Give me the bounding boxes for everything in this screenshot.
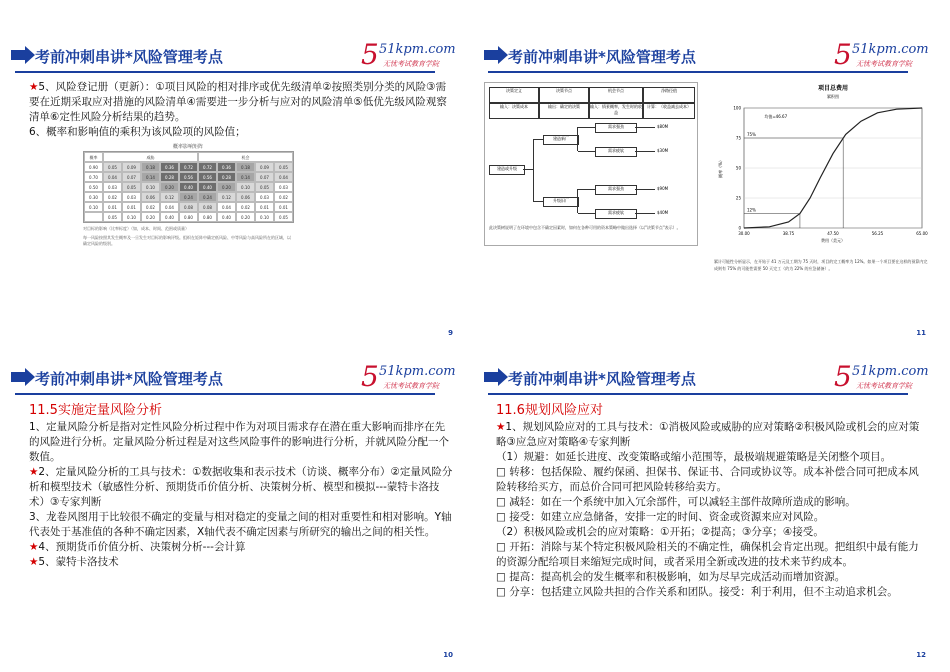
x-tick-label: 38.75	[782, 231, 795, 236]
tree-head: 净路径值	[643, 87, 695, 103]
tree-cell: 输入：决策成本	[489, 103, 539, 119]
arrow-icon	[11, 368, 35, 386]
matrix-cell: 0.05	[122, 182, 141, 192]
matrix-cell: 0.05	[255, 182, 274, 192]
slide-12	[478, 362, 938, 667]
matrix-cell: 0.04	[274, 172, 293, 182]
brand-logo: 5 51kpm.com 无忧考试教育学院	[361, 360, 456, 393]
matrix-cell: 0.06	[141, 192, 160, 202]
matrix-cell: 0.56	[179, 172, 198, 182]
matrix-row-label: 0.90	[84, 162, 103, 172]
tree-value: $90M	[657, 186, 669, 191]
text-line: （2）积极风险或机会的应对策略：①开拓；②提高；③分享；④接受。	[496, 526, 824, 538]
slide-body	[29, 402, 455, 570]
text-line: ★2、定量风险分析的工具与技术：①数据收集和表示技术（访谈、概率分布）②定量风险分析和模型技术（敏感性分析、预期货币价值分析、决策树分析、模型和模拟---蒙特卡洛技术）③专家判断	[29, 466, 453, 508]
matrix-cell: 0.28	[217, 172, 236, 182]
matrix-cell: 0.01	[274, 202, 293, 212]
text-line: 1、定量风险分析是指对定性风险分析过程中作为对项目需求存在潜在重大影响而排序在先的风险进行分析。定量风险分析过程是对这些风险事件的影响进行分析，并就风险分配一个数值。	[29, 421, 449, 463]
matrix-cell: 0.18	[236, 162, 255, 172]
text-line: ★5、风险登记册（更新）：①项目风险的相对排序或优先级清单②按照类别分类的风险③需要在近期采取应对措施的风险清单④需要进一步分析与应对的风险清单⑤低优先级风险观察清单⑥定性风险分析结果的趋势。	[29, 81, 447, 123]
header-title: 考前冲刺串讲*风险管理考点	[35, 370, 223, 388]
matrix-cell: 0.80	[179, 212, 198, 222]
matrix-cell: 0.01	[103, 202, 122, 212]
matrix-cell: 0.05	[103, 212, 122, 222]
page-number: 10	[443, 651, 453, 659]
matrix-cell: 0.09	[255, 162, 274, 172]
header-divider	[15, 393, 435, 395]
matrix-row-label	[84, 212, 103, 222]
matrix-row-label: 0.30	[84, 192, 103, 202]
text-line: □ 分享：包括建立风险共担的合作关系和团队。接受：利于利用，但不主动追求机会。	[496, 586, 898, 598]
matrix-row-label: 0.10	[84, 202, 103, 212]
slide-11	[478, 40, 938, 345]
matrix-cell: 0.28	[160, 172, 179, 182]
slide-body	[496, 402, 928, 600]
slide-body	[29, 80, 455, 140]
cumulative-chart	[714, 80, 936, 260]
matrix-cell: 0.20	[236, 212, 255, 222]
y-axis-label: 概率（%）	[718, 158, 723, 178]
text-line: ★1、规划风险应对的工具与技术：①消极风险或威胁的应对策略②积极风险或机会的应对策略③应急应对策略④专家判断	[496, 421, 920, 448]
matrix-row-label: 0.50	[84, 182, 103, 192]
matrix-cell: 0.07	[255, 172, 274, 182]
matrix-cell: 0.56	[198, 172, 217, 182]
matrix-cell: 0.72	[179, 162, 198, 172]
header-divider	[488, 393, 908, 395]
matrix-grid	[83, 151, 294, 223]
page-number: 12	[916, 651, 926, 659]
matrix-cell: 0.18	[141, 162, 160, 172]
tree-head: 决策节点	[539, 87, 589, 103]
matrix-cell: 0.07	[122, 172, 141, 182]
tree-value: $40M	[657, 210, 669, 215]
matrix-cell: 0.02	[274, 192, 293, 202]
text-line: 6、概率和影响值的乘积为该风险项的风险值；	[29, 126, 246, 138]
probability-impact-matrix: 概率影响矩阵 概率 威胁 机会 0.90 0.05 0.09 0.18 0.36 0.72 0.72 0.36 0.18 0.09 0.05 0.70 0.04 0.07 0.14 0.28 0.56 0.56 0.28 0.14 0.07 0.04 0.50 0.03 0.05 0.10 0.20 0.40 0.40 0.20 0.10 0.05 0.03 0.30 0.02 0.03 0.06 0.12 0.24 0.24 0.12 0.06 0.03 0.02 0.10 0.01 0.01 0.02 0.04 0.08 0.08 0.04 0.02 0.01 0.01 0.05 0.10 0.20 0.40 0.80 0.80 0.40 0.20 0.10 0.05 对目标的影响（比率标度）（如，成本、时间、范围或质量） 每一风险按照其发生概率及一旦发生对目标的影响评级。组织在矩阵中确定低风险、中等风险与高风险所在的区域，以确定风险的级别。	[83, 143, 293, 247]
checkbox-icon: □	[496, 511, 506, 523]
chart-caption: 累计可能性分析显示，在开始于 41 万元及工期为 75 天时，项目的完工概率为 12%。如果一个项目要在这样的预算内完成则有 75% 的可能性需要 50 天完工（约为 22% 的应急储备）。	[714, 259, 928, 271]
brand-logo: 5 51kpm.com 无忧考试教育学院	[361, 38, 456, 71]
tree-node: 需求强劲	[595, 185, 637, 195]
tree-node: 需求强劲	[595, 123, 637, 133]
tree-caption: 此决策树说明了在环境中包含不确定因素时，如何在各种可用的资本策略中做出选择（以"决策节点"表示）。	[489, 225, 681, 230]
page-number: 9	[448, 329, 453, 337]
text-line: ★5、蒙特卡洛技术	[29, 556, 119, 568]
matrix-cell: 0.01	[122, 202, 141, 212]
matrix-cell: 0.10	[255, 212, 274, 222]
marker-label: 12%	[747, 207, 756, 213]
tree-head: 决策定义	[489, 87, 539, 103]
matrix-head: 概率	[84, 152, 103, 162]
matrix-cell: 0.02	[141, 202, 160, 212]
matrix-cell: 0.36	[217, 162, 236, 172]
matrix-cell: 0.14	[141, 172, 160, 182]
x-tick-label: 56.25	[871, 231, 884, 236]
chart-title: 项目总费用	[817, 85, 849, 92]
slide-9	[5, 40, 465, 345]
matrix-cell: 0.04	[103, 172, 122, 182]
header-title: 考前冲刺串讲*风险管理考点	[508, 48, 696, 66]
matrix-head: 威胁	[103, 152, 198, 162]
text-line: （1）规避：如延长进度、改变策略或缩小范围等，最极端规避策略是关闭整个项目。	[496, 451, 892, 463]
checkbox-icon: □	[496, 541, 506, 553]
matrix-cell: 0.10	[122, 212, 141, 222]
matrix-cell: 0.03	[255, 192, 274, 202]
slide-10	[5, 362, 465, 667]
matrix-cell: 0.04	[160, 202, 179, 212]
matrix-cell: 0.09	[122, 162, 141, 172]
matrix-cell: 0.03	[122, 192, 141, 202]
matrix-cell: 0.02	[103, 192, 122, 202]
matrix-cell: 0.04	[217, 202, 236, 212]
matrix-cell: 0.08	[179, 202, 198, 212]
checkbox-icon: □	[496, 586, 506, 598]
matrix-cell: 0.40	[160, 212, 179, 222]
matrix-cell: 0.24	[179, 192, 198, 202]
header-divider	[15, 71, 435, 73]
y-tick-label: 75	[735, 135, 741, 141]
x-tick-label: 47.50	[827, 231, 839, 236]
marker-label: 75%	[747, 132, 756, 137]
matrix-cell: 0.08	[198, 202, 217, 212]
arrow-icon	[484, 368, 508, 386]
matrix-cell: 0.05	[274, 162, 293, 172]
matrix-cell: 0.24	[198, 192, 217, 202]
text-line: □ 接受：如建立应急储备，安排一定的时间、资金或资源来应对风险。	[496, 511, 825, 523]
matrix-cell: 0.20	[217, 182, 236, 192]
matrix-cell: 0.40	[217, 212, 236, 222]
arrow-icon	[484, 46, 508, 64]
matrix-head: 机会	[198, 152, 293, 162]
matrix-cell: 0.10	[141, 182, 160, 192]
matrix-cell: 0.12	[160, 192, 179, 202]
arrow-icon	[11, 46, 35, 64]
slide-header	[478, 362, 938, 396]
matrix-cell: 0.03	[103, 182, 122, 192]
section-title: 11.5实施定量风险分析	[29, 403, 162, 418]
section-title: 11.6规划风险应对	[496, 403, 603, 418]
checkbox-icon: □	[496, 466, 506, 478]
header-title: 考前冲刺串讲*风险管理考点	[35, 48, 223, 66]
slide-header	[5, 362, 465, 396]
matrix-cell: 0.20	[141, 212, 160, 222]
tree-root: 建造或升级	[489, 165, 525, 175]
matrix-row-label: 0.70	[84, 172, 103, 182]
slide-header	[478, 40, 938, 74]
tree-node: 建造新厂	[543, 135, 579, 145]
decision-tree-figure	[484, 82, 698, 246]
x-tick-label: 30.00	[738, 231, 750, 236]
matrix-cell: 0.72	[198, 162, 217, 172]
matrix-cell: 0.40	[179, 182, 198, 192]
matrix-cell: 0.36	[160, 162, 179, 172]
y-tick-label: 50	[735, 165, 741, 171]
tree-node: 需求疲软	[595, 209, 637, 219]
header-title: 考前冲刺串讲*风险管理考点	[508, 370, 696, 388]
tree-cell: 输出：确定的决策	[539, 103, 589, 119]
matrix-cell: 0.40	[198, 182, 217, 192]
chart-subtitle: 累积图	[827, 94, 839, 99]
brand-logo: 5 51kpm.com 无忧考试教育学院	[834, 360, 929, 393]
matrix-cell: 0.80	[198, 212, 217, 222]
text-line: 3、龙卷风图用于比较很不确定的变量与相对稳定的变量之间的相对重要性和相对影响。Y轴代表处于基准值的各种不确定因素，X轴代表不确定因素与所研究的输出之间的相关性。	[29, 511, 452, 538]
matrix-cell: 0.02	[236, 202, 255, 212]
text-line: □ 提高：提高机会的发生概率和积极影响，如为尽早完成活动而增加资源。	[496, 571, 846, 583]
text-line: □ 转移：包括保险、履约保函、担保书、保证书、合同或协议等。成本补偿合同可把成本风险转移给买方，而总价合同可把风险转移给卖方。	[496, 466, 919, 493]
header-divider	[488, 71, 908, 73]
y-tick-label: 0	[738, 225, 741, 231]
text-line: □ 开拓：消除与某个特定积极风险相关的不确定性，确保机会肯定出现。把组织中最有能力的资源分配给项目来缩短完成时间，或者采用全新或改进的技术来节约成本。	[496, 541, 919, 568]
chart-annotation: 均值=46.67	[764, 114, 788, 119]
tree-node: 需求疲软	[595, 147, 637, 157]
y-tick-label: 25	[735, 195, 741, 201]
y-tick-label: 100	[733, 105, 741, 111]
tree-value: $80M	[657, 124, 669, 129]
text-line: □ 减轻：如在一个系统中加入冗余部件，可以减轻主部件故障所造成的影响。	[496, 496, 856, 508]
x-axis-label: 费用（美元）	[821, 238, 845, 243]
tree-node: 升级旧厂	[543, 197, 579, 207]
matrix-cell: 0.14	[236, 172, 255, 182]
matrix-cell: 0.05	[274, 212, 293, 222]
matrix-cell: 0.12	[217, 192, 236, 202]
checkbox-icon: □	[496, 496, 506, 508]
matrix-cell: 0.03	[274, 182, 293, 192]
matrix-cell: 0.05	[103, 162, 122, 172]
text-line: ★4、预期货币价值分析、决策树分析---会计算	[29, 541, 246, 553]
matrix-cell: 0.06	[236, 192, 255, 202]
tree-head: 机会节点	[589, 87, 643, 103]
tree-cell: 计算：（收益减去成本）	[643, 103, 695, 119]
checkbox-icon: □	[496, 571, 506, 583]
matrix-cell: 0.10	[236, 182, 255, 192]
tree-value: $30M	[657, 148, 669, 153]
x-tick-label: 65.00	[916, 231, 928, 236]
matrix-cell: 0.01	[255, 202, 274, 212]
matrix-cell: 0.20	[160, 182, 179, 192]
page-number: 11	[916, 329, 926, 337]
brand-logo: 5 51kpm.com 无忧考试教育学院	[834, 38, 929, 71]
slide-header	[5, 40, 465, 74]
tree-cell: 输入：情景概率，发生时的收益	[589, 103, 643, 119]
